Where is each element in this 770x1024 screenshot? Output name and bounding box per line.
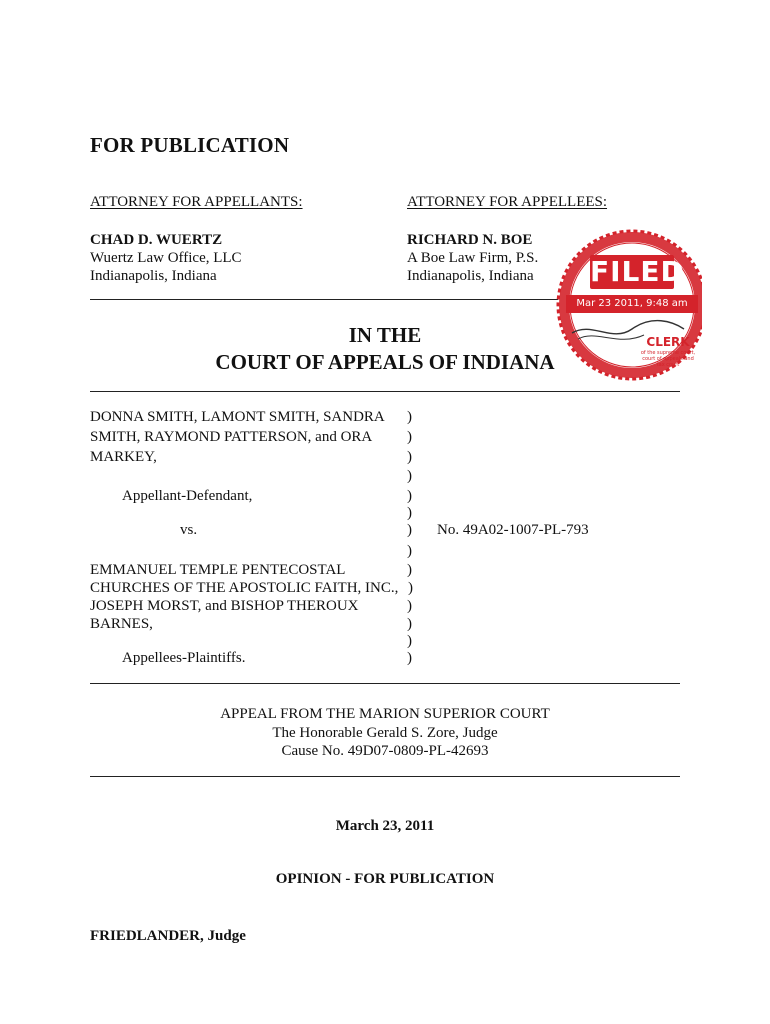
appellants-line-1: DONNA SMITH, LAMONT SMITH, SANDRA (90, 409, 385, 425)
appellants-attorney-city: Indianapolis, Indiana (90, 268, 217, 284)
caption-paren: ) (407, 562, 412, 578)
appeal-line-3: Cause No. 49D07-0809-PL-42693 (281, 743, 489, 759)
appellees-attorney-firm: A Boe Law Firm, P.S. (407, 250, 539, 266)
caption-paren: ) (407, 488, 412, 504)
caption-paren: ) (407, 505, 412, 521)
appellants-attorney-firm: Wuertz Law Office, LLC (90, 250, 242, 266)
appellees-role: Appellees-Plaintiffs. (122, 650, 246, 666)
appellees-line-2: CHURCHES OF THE APOSTOLIC FAITH, INC., (90, 580, 399, 596)
caption-paren: ) (407, 650, 412, 666)
appellees-line-4: BARNES, (90, 616, 153, 632)
appellants-role: Appellant-Defendant, (122, 488, 253, 504)
caption-paren: ) (407, 616, 412, 632)
case-number: No. 49A02-1007-PL-793 (437, 522, 589, 538)
appellees-line-1: EMMANUEL TEMPLE PENTECOSTAL (90, 562, 346, 578)
seal-clerk: CLERK (646, 335, 690, 349)
appellants-attorney-label: ATTORNEY FOR APPELLANTS: (90, 194, 303, 210)
publication-heading: FOR PUBLICATION (90, 133, 290, 157)
versus: vs. (180, 522, 198, 538)
seal-datetime: Mar 23 2011, 9:48 am (576, 298, 688, 309)
caption-paren: ) (407, 409, 412, 425)
court-title-line2: COURT OF APPEALS OF INDIANA (215, 350, 555, 374)
appellants-attorney-name: CHAD D. WUERTZ (90, 232, 223, 248)
seal-subtext1: of the supreme court, (640, 350, 696, 356)
caption-paren: ) (407, 429, 412, 445)
caption-paren: ) (407, 468, 412, 484)
caption-paren: ) (407, 598, 412, 614)
opinion-heading: OPINION - FOR PUBLICATION (275, 871, 495, 887)
appellants-line-2: SMITH, RAYMOND PATTERSON, and ORA (90, 429, 373, 445)
filed-seal (552, 225, 702, 383)
appellees-attorney-label: ATTORNEY FOR APPELLEES: (407, 194, 608, 210)
seal-filed-text: FILED (590, 255, 685, 288)
divider-appeal (90, 776, 680, 777)
appellees-attorney-name: RICHARD N. BOE (407, 232, 533, 248)
appeal-line-2: The Honorable Gerald S. Zore, Judge (272, 725, 498, 741)
judge-name: FRIEDLANDER, Judge (90, 928, 246, 944)
caption-paren: ) (407, 633, 412, 649)
caption-paren: ) (407, 543, 412, 559)
seal-subtext3: tax court (656, 362, 680, 368)
court-title-line1: IN THE (348, 323, 422, 347)
caption-paren: ) (407, 522, 412, 538)
caption-paren: ) (407, 449, 412, 465)
appeal-line-1: APPEAL FROM THE MARION SUPERIOR COURT (220, 706, 550, 722)
appellees-line-3: JOSEPH MORST, and BISHOP THEROUX (90, 598, 359, 614)
decision-date: March 23, 2011 (335, 818, 435, 834)
appellees-attorney-city: Indianapolis, Indiana (407, 268, 534, 284)
divider-court (90, 391, 680, 392)
caption-paren: ) (408, 580, 413, 596)
appellants-line-3: MARKEY, (90, 449, 157, 465)
divider-caption (90, 683, 680, 684)
seal-subtext2: court of appeals and (642, 356, 694, 362)
